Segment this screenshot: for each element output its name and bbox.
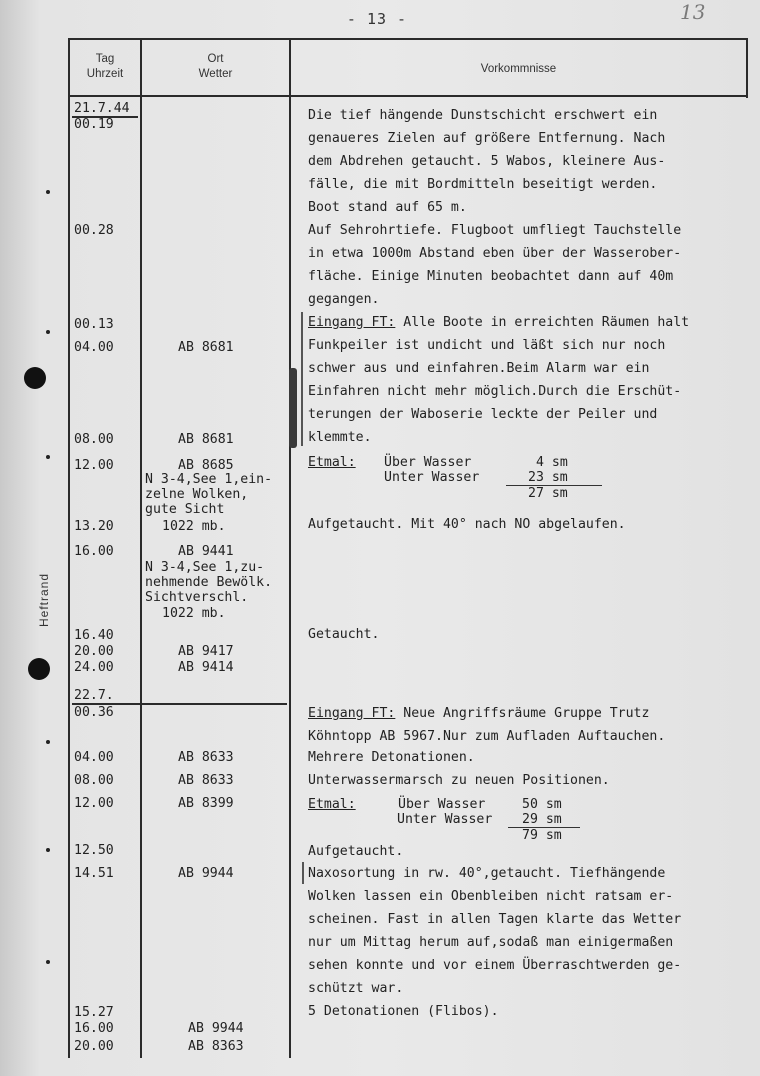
time-entry: 15.27: [74, 1005, 114, 1020]
margin-dot: [46, 740, 50, 744]
header-events: [291, 62, 746, 77]
time-entry: 00.13: [74, 317, 114, 332]
margin-dot: [46, 848, 50, 852]
weather-entry: N 3-4,See 1,zu-: [145, 560, 265, 575]
etmal-submerged-label: Unter Wasser: [397, 812, 493, 827]
column-divider-2: [289, 40, 291, 1058]
event-line: gegangen.: [308, 292, 380, 307]
handwritten-page-number: 13: [680, 0, 706, 24]
event-line: klemmte.: [308, 430, 372, 445]
header-wetter: Wetter: [198, 68, 233, 80]
header-bottom-border: [68, 95, 748, 97]
position-entry: AB 9414: [178, 660, 234, 675]
margin-label: Heftrand: [37, 572, 51, 628]
time-entry: 00.28: [74, 223, 114, 238]
pencil-mark: [301, 312, 303, 446]
event-line: [308, 706, 649, 722]
margin-dot: [46, 455, 50, 459]
etmal-submerged-value: 29 sm: [522, 812, 562, 827]
event-line: Unterwassermarsch zu neuen Positionen.: [308, 773, 610, 788]
weather-entry: nehmende Bewölk.: [145, 575, 273, 590]
weather-entry: gute Sicht: [145, 502, 225, 517]
time-entry: 20.00: [74, 644, 114, 659]
position-entry: AB 9944: [178, 866, 234, 881]
event-line: Funkpeiler ist undicht und läßt sich nur noch: [308, 338, 666, 353]
margin-dot: [46, 330, 50, 334]
margin-dot: [46, 190, 50, 194]
event-line: Einfahren nicht mehr möglich.Durch die Erschüt-: [308, 384, 682, 399]
etmal-surface-value: 50 sm: [522, 797, 562, 812]
weather-entry: Sichtverschl.: [145, 590, 249, 605]
time-entry: 16.00: [74, 1021, 114, 1036]
header-vorkommnisse: Vorkommnisse: [480, 63, 557, 75]
event-line: Die tief hängende Dunstschicht erschwert ein: [308, 108, 658, 123]
event-line: fälle, die mit Bordmitteln beseitigt werden.: [308, 177, 658, 192]
time-entry: 00.19: [74, 117, 114, 132]
event-line: in etwa 1000m Abstand eben über der Wasserober-: [308, 246, 682, 261]
etmal-submerged-label: Unter Wasser: [384, 470, 480, 485]
event-line: Köhntopp AB 5967.Nur zum Aufladen Auftauchen.: [308, 729, 666, 744]
position-entry: AB 8685: [178, 458, 234, 473]
time-entry: 04.00: [74, 340, 114, 355]
time-entry: 00.36: [74, 705, 114, 720]
weather-entry: zelne Wolken,: [145, 487, 249, 502]
table-left-border: [68, 38, 70, 1058]
event-line: schützt war.: [308, 981, 404, 996]
radio-message-label: Eingang FT:: [308, 706, 396, 721]
time-entry: 12.50: [74, 843, 114, 858]
event-line: Auf Sehrohrtiefe. Flugboot umfliegt Tauchstelle: [308, 223, 682, 238]
header-ort: Ort: [207, 53, 224, 65]
time-entry: 13.20: [74, 519, 114, 534]
event-line: Mehrere Detonationen.: [308, 750, 475, 765]
table-top-border: [68, 38, 746, 40]
position-entry: AB 8399: [178, 796, 234, 811]
time-entry: 16.40: [74, 628, 114, 643]
etmal-total-value: 27 sm: [528, 486, 568, 501]
event-line: dem Abdrehen getaucht. 5 Wabos, kleinere Aus-: [308, 154, 666, 169]
position-entry: AB 9944: [188, 1021, 244, 1036]
time-entry: 22.7.: [74, 688, 114, 703]
time-entry: 14.51: [74, 866, 114, 881]
time-entry: 16.00: [74, 544, 114, 559]
time-entry: 21.7.44: [74, 101, 130, 116]
page-number: - 13 -: [346, 10, 408, 28]
position-entry: AB 9417: [178, 644, 234, 659]
punch-hole-top: [24, 367, 46, 389]
event-line: Aufgetaucht.: [308, 844, 404, 859]
weather-entry: 1022 mb.: [162, 606, 226, 621]
event-line: Getaucht.: [308, 627, 380, 642]
time-entry: 08.00: [74, 773, 114, 788]
etmal-submerged-value: 23 sm: [528, 470, 568, 485]
time-entry: 20.00: [74, 1039, 114, 1054]
header-tag: Tag: [95, 53, 115, 65]
etmal-total-value: 79 sm: [522, 828, 562, 843]
etmal-surface-label: Über Wasser: [398, 797, 486, 812]
etmal-label: Etmal:: [308, 455, 356, 470]
event-line: schwer aus und einfahren.Beim Alarm war ein: [308, 361, 650, 376]
event-text: Alle Boote in erreichten Räumen halt: [395, 315, 690, 330]
punch-hole-bottom: [28, 658, 50, 680]
table-right-border: [746, 38, 748, 98]
event-line: Wolken lassen ein Obenbleiben nicht ratsam er-: [308, 889, 674, 904]
etmal-label: Etmal:: [308, 797, 356, 812]
header-uhrzeit: Uhrzeit: [86, 68, 124, 80]
position-entry: AB 8633: [178, 773, 234, 788]
pencil-mark: [289, 368, 297, 448]
time-entry: 04.00: [74, 750, 114, 765]
position-entry: AB 8681: [178, 340, 234, 355]
header-location-weather: [142, 52, 289, 82]
event-line: nur um Mittag herum auf,sodaß man einigermaßen: [308, 935, 674, 950]
event-text: Neue Angriffsräume Gruppe Trutz: [395, 706, 650, 721]
event-line: 5 Detonationen (Flibos).: [308, 1004, 499, 1019]
event-line: fläche. Einige Minuten beobachtet dann auf 40m: [308, 269, 674, 284]
margin-dot: [46, 960, 50, 964]
event-line: Naxosortung in rw. 40°,getaucht. Tiefhängende: [308, 866, 666, 881]
event-line: [308, 315, 689, 331]
etmal-surface-value: 4 sm: [536, 455, 568, 470]
time-entry: 08.00: [74, 432, 114, 447]
time-entry: 12.00: [74, 796, 114, 811]
radio-message-label: Eingang FT:: [308, 315, 396, 330]
weather-entry: N 3-4,See 1,ein-: [145, 472, 273, 487]
position-entry: AB 9441: [178, 544, 234, 559]
event-line: sehen konnte und vor einem Überraschtwerden ge-: [308, 958, 682, 973]
event-line: genaueres Zielen auf größere Entfernung. Nach: [308, 131, 666, 146]
header-date-time: [70, 52, 140, 82]
event-line: Aufgetaucht. Mit 40° nach NO abgelaufen.: [308, 517, 626, 532]
pencil-mark: [302, 862, 304, 884]
position-entry: AB 8633: [178, 750, 234, 765]
position-entry: AB 8681: [178, 432, 234, 447]
time-entry: 24.00: [74, 660, 114, 675]
event-line: Boot stand auf 65 m.: [308, 200, 467, 215]
event-line: scheinen. Fast in allen Tagen klarte das Wetter: [308, 912, 682, 927]
time-entry: 12.00: [74, 458, 114, 473]
event-line: terungen der Waboserie leckte der Peiler und: [308, 407, 658, 422]
position-entry: AB 8363: [188, 1039, 244, 1054]
column-divider-1: [140, 40, 142, 1058]
weather-entry: 1022 mb.: [162, 519, 226, 534]
etmal-surface-label: Über Wasser: [384, 455, 472, 470]
